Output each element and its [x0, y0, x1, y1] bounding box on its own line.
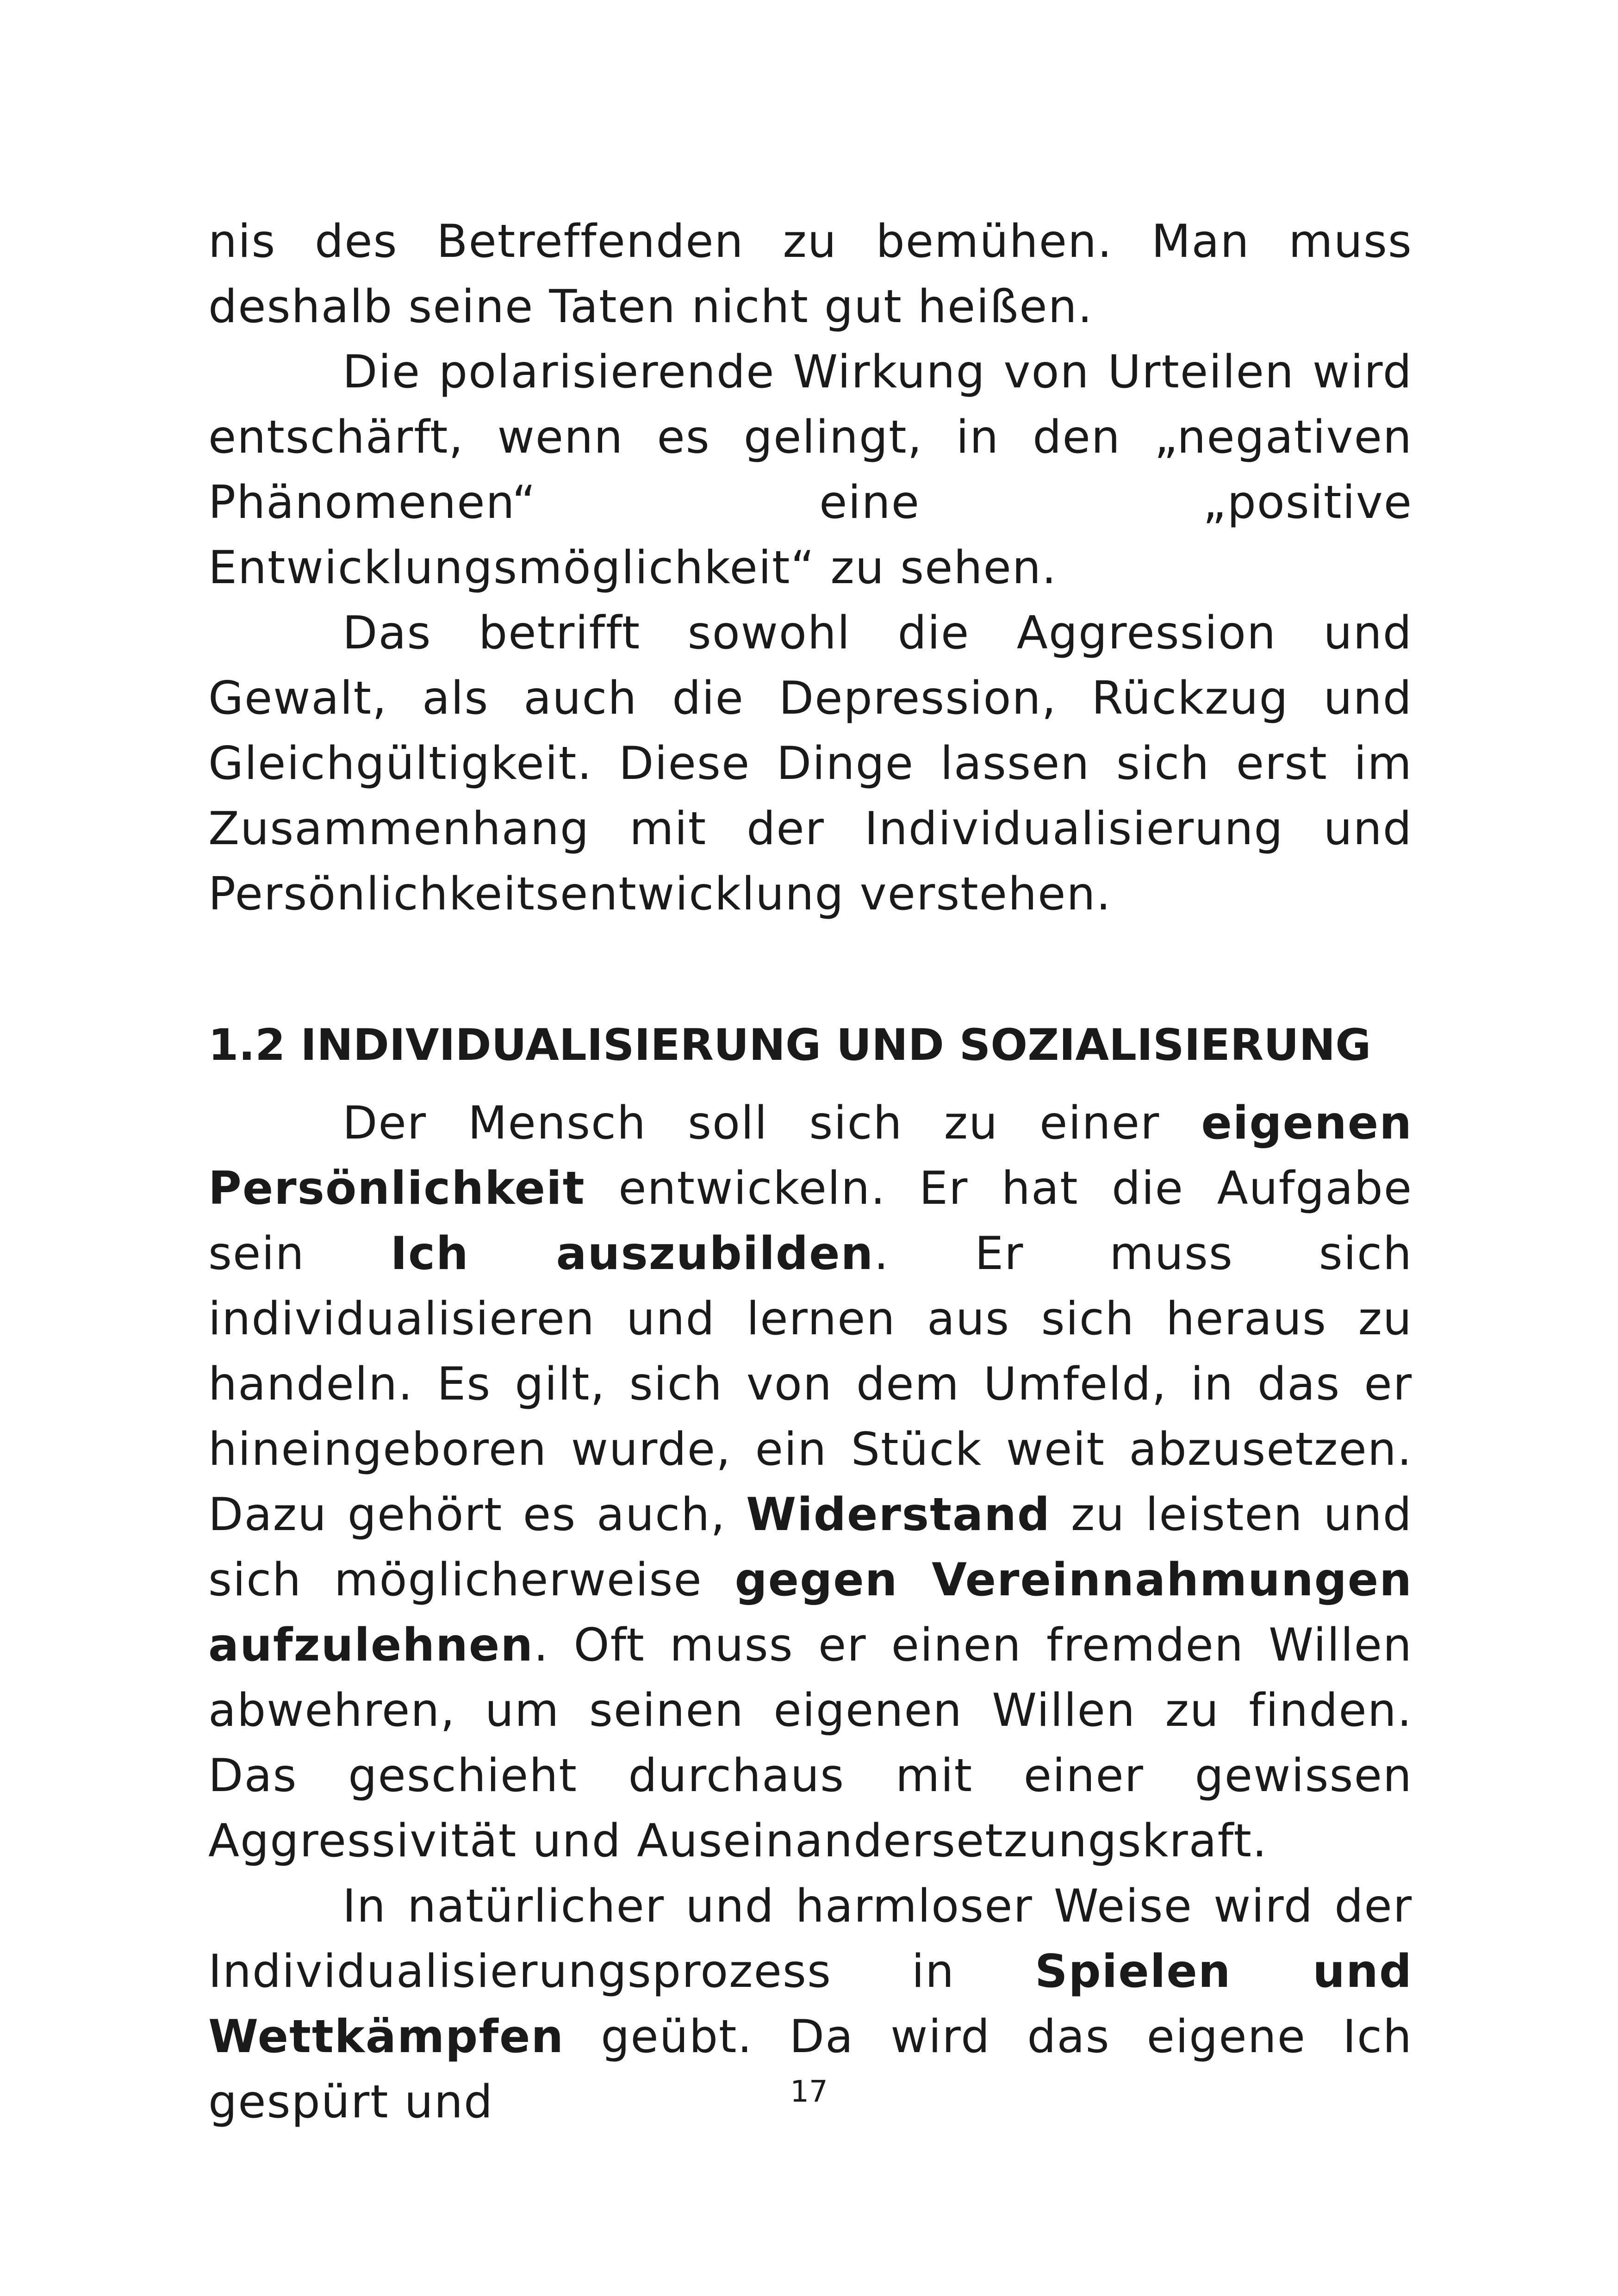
text-run: In natürlicher und harmloser Weise wird der Individualisierungsprozess in [208, 1880, 1413, 1998]
text-run: entwickeln. Er hat die Aufgabe sein [208, 1162, 1413, 1280]
text-run: Der Mensch soll sich zu einer [342, 1097, 1201, 1150]
paragraph-continuation: nis des Betreffenden zu bemühen. Man muss deshalb seine Taten nicht gut heißen. [208, 215, 1413, 333]
page-content [208, 209, 1413, 2135]
bold-ich-auszubilden: Ich auszubilden [390, 1227, 874, 1280]
text-run: . Er muss sich individualisieren und lernen aus sich heraus zu handeln. Es gilt, sich von dem Umfeld, in das er hineingeboren wurde, ein Stück weit abzusetzen. Dazu gehört es auch, [208, 1227, 1413, 1541]
text-run: zu leisten und sich möglicherweise [208, 1488, 1413, 1606]
text-run: geübt. Da wird das eigene Ich gespürt und [208, 2010, 1413, 2128]
bold-gegen-vereinnahmungen: gegen Vereinnahmungen aufzulehnen [208, 1554, 1413, 1672]
bold-eigene-persoenlichkeit: eigenen Persönlichkeit [208, 1097, 1413, 1215]
bold-widerstand: Widerstand [746, 1488, 1051, 1541]
paragraph-persoenlichkeit [208, 1091, 1413, 1874]
text-run: . Oft muss er einen fremden Willen abwehren, um seinen eigenen Willen zu finden. Das geschieht durchaus mit einer gewissen Aggressivität und Auseinandersetzungskraft. [208, 1619, 1413, 1867]
bold-spielen-und-wettkaempfen: Spielen und Wettkämpfen [208, 1945, 1413, 2063]
page-number: 17 [790, 2075, 828, 2109]
paragraph-aggression-depression: Das betrifft sowohl die Aggression und Gewalt, als auch die Depression, Rückzug und Gleichgültigkeit. Diese Dinge lassen sich erst im Zusammenhang mit der Individualisierung und Persönlichkeitsentwicklung verstehen. [208, 607, 1413, 921]
section-heading: 1.2 INDIVIDUALISIERUNG UND SOZIALISIERUNG [208, 1020, 1371, 1070]
paragraph-polarisierende-wirkung: Die polarisierende Wirkung von Urteilen wird entschärft, wenn es gelingt, in den „negativen Phänomenen“ eine „positive Entwicklungsmöglichkeit“ zu sehen. [208, 346, 1413, 594]
